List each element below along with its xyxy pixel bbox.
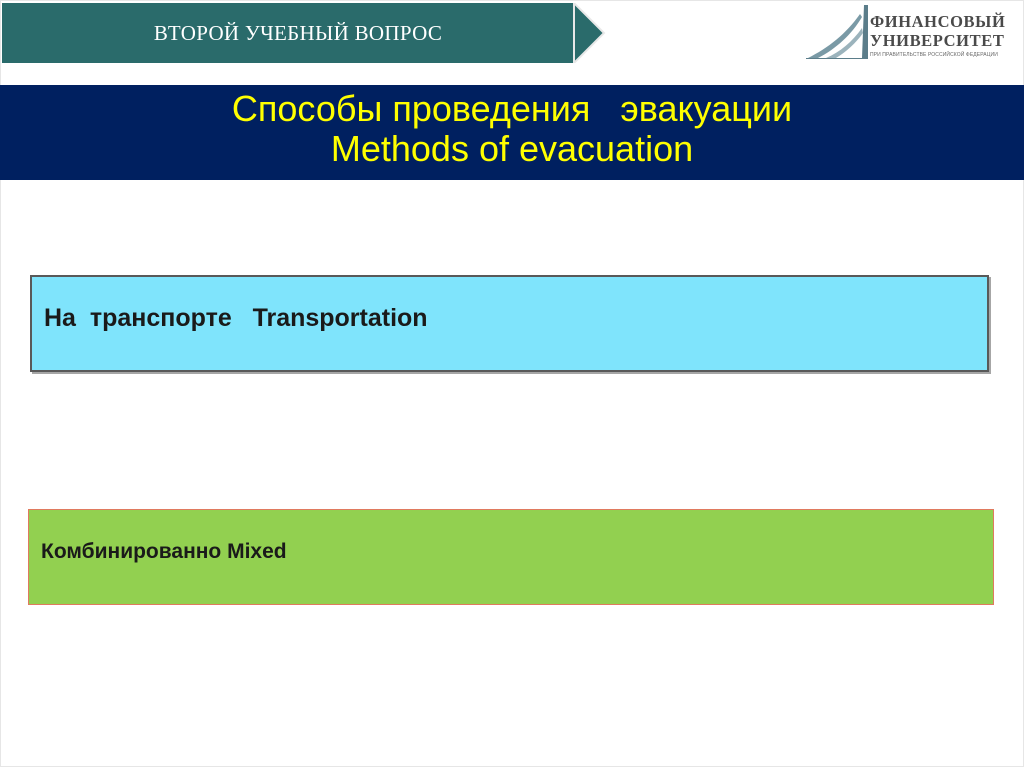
logo-text-line2: УНИВЕРСИТЕТ: [870, 31, 1005, 50]
section-title: ВТОРОЙ УЧЕБНЫЙ ВОПРОС: [153, 21, 443, 45]
slide-title-english: Methods of evacuation: [330, 128, 694, 169]
section-tab: [2, 3, 606, 63]
university-logo: [806, 2, 1018, 66]
transport-method-box: [30, 275, 989, 372]
mixed-method-box: [28, 509, 994, 605]
logo-tagline: ПРИ ПРАВИТЕЛЬСТВЕ РОССИЙСКОЙ ФЕДЕРАЦИИ: [870, 52, 998, 58]
title-band: [0, 85, 1024, 180]
mixed-method-label: Комбинированно Mixed: [41, 540, 287, 563]
transport-method-label: На транспорте Transportation: [44, 304, 428, 332]
slide-title-russian: Способы проведения эвакуации: [231, 88, 793, 129]
logo-text-line1: ФИНАНСОВЫЙ: [870, 12, 1006, 31]
